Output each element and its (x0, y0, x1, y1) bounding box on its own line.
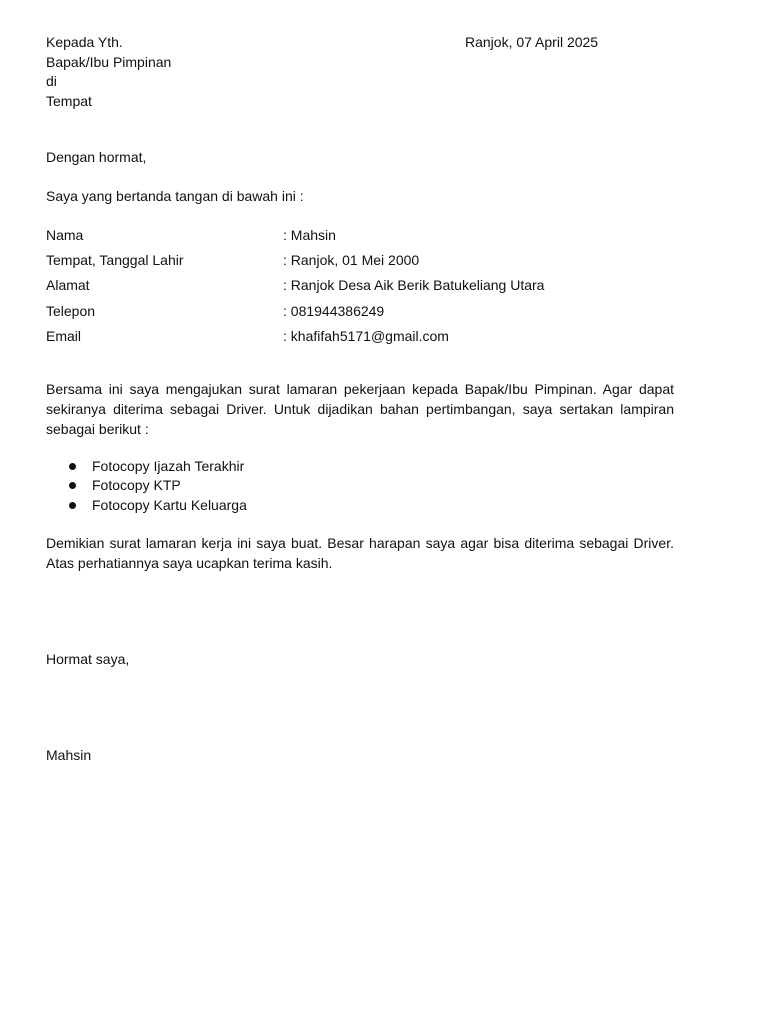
identity-value: : khafifah5171@gmail.com (283, 327, 449, 344)
bullet-icon (69, 482, 76, 489)
list-item (46, 476, 247, 495)
identity-table (46, 226, 676, 352)
identity-row-birth (46, 251, 676, 276)
identity-value: : Mahsin (283, 227, 336, 243)
intro-sentence: Saya yang bertanda tangan di bawah ini : (46, 188, 304, 204)
closing-salutation: Hormat saya, (46, 651, 130, 667)
identity-label: Alamat (46, 277, 90, 294)
identity-row-address (46, 276, 676, 301)
bullet-icon (69, 502, 76, 509)
identity-label: Telepon (46, 302, 96, 319)
identity-label: Nama (46, 227, 84, 243)
recipient-line: di (46, 73, 57, 89)
recipient-line: Bapak/Ibu Pimpinan (46, 53, 172, 70)
attachment-label: Fotocopy Kartu Keluarga (92, 496, 247, 513)
list-item (46, 457, 247, 476)
identity-value: : Ranjok, 01 Mei 2000 (283, 252, 420, 269)
list-item (46, 496, 247, 515)
identity-row-email (46, 327, 676, 352)
greeting: Dengan hormat, (46, 149, 147, 165)
attachment-list (46, 457, 247, 515)
recipient-line: Tempat (46, 92, 92, 109)
identity-value: : 081944386249 (283, 302, 385, 319)
application-paragraph: Bersama ini saya mengajukan surat lamaran pekerjaan kepada Bapak/Ibu Pimpinan. Agar dapat sekiranya diterima sebagai Driver. Untuk dijadikan bahan pertimbangan, saya sertakan lampiran sebagai berikut : (46, 381, 674, 437)
identity-value: : Ranjok Desa Aik Berik Batukeliang Utara (283, 277, 545, 294)
identity-row-phone (46, 302, 676, 327)
bullet-icon (69, 463, 76, 470)
recipient-line: Kepada Yth. (46, 34, 123, 50)
identity-row-name (46, 226, 676, 251)
recipient-block (46, 33, 346, 111)
identity-label: Tempat, Tanggal Lahir (46, 252, 184, 269)
closing-paragraph: Demikian surat lamaran kerja ini saya buat. Besar harapan saya agar bisa diterima sebagai Driver. Atas perhatiannya saya ucapkan terima kasih. (46, 535, 674, 571)
attachment-label: Fotocopy Ijazah Terakhir (92, 458, 245, 474)
letter-date: Ranjok, 07 April 2025 (465, 34, 599, 50)
attachment-label: Fotocopy KTP (92, 477, 181, 494)
identity-label: Email (46, 327, 82, 344)
signer-name: Mahsin (46, 747, 92, 763)
